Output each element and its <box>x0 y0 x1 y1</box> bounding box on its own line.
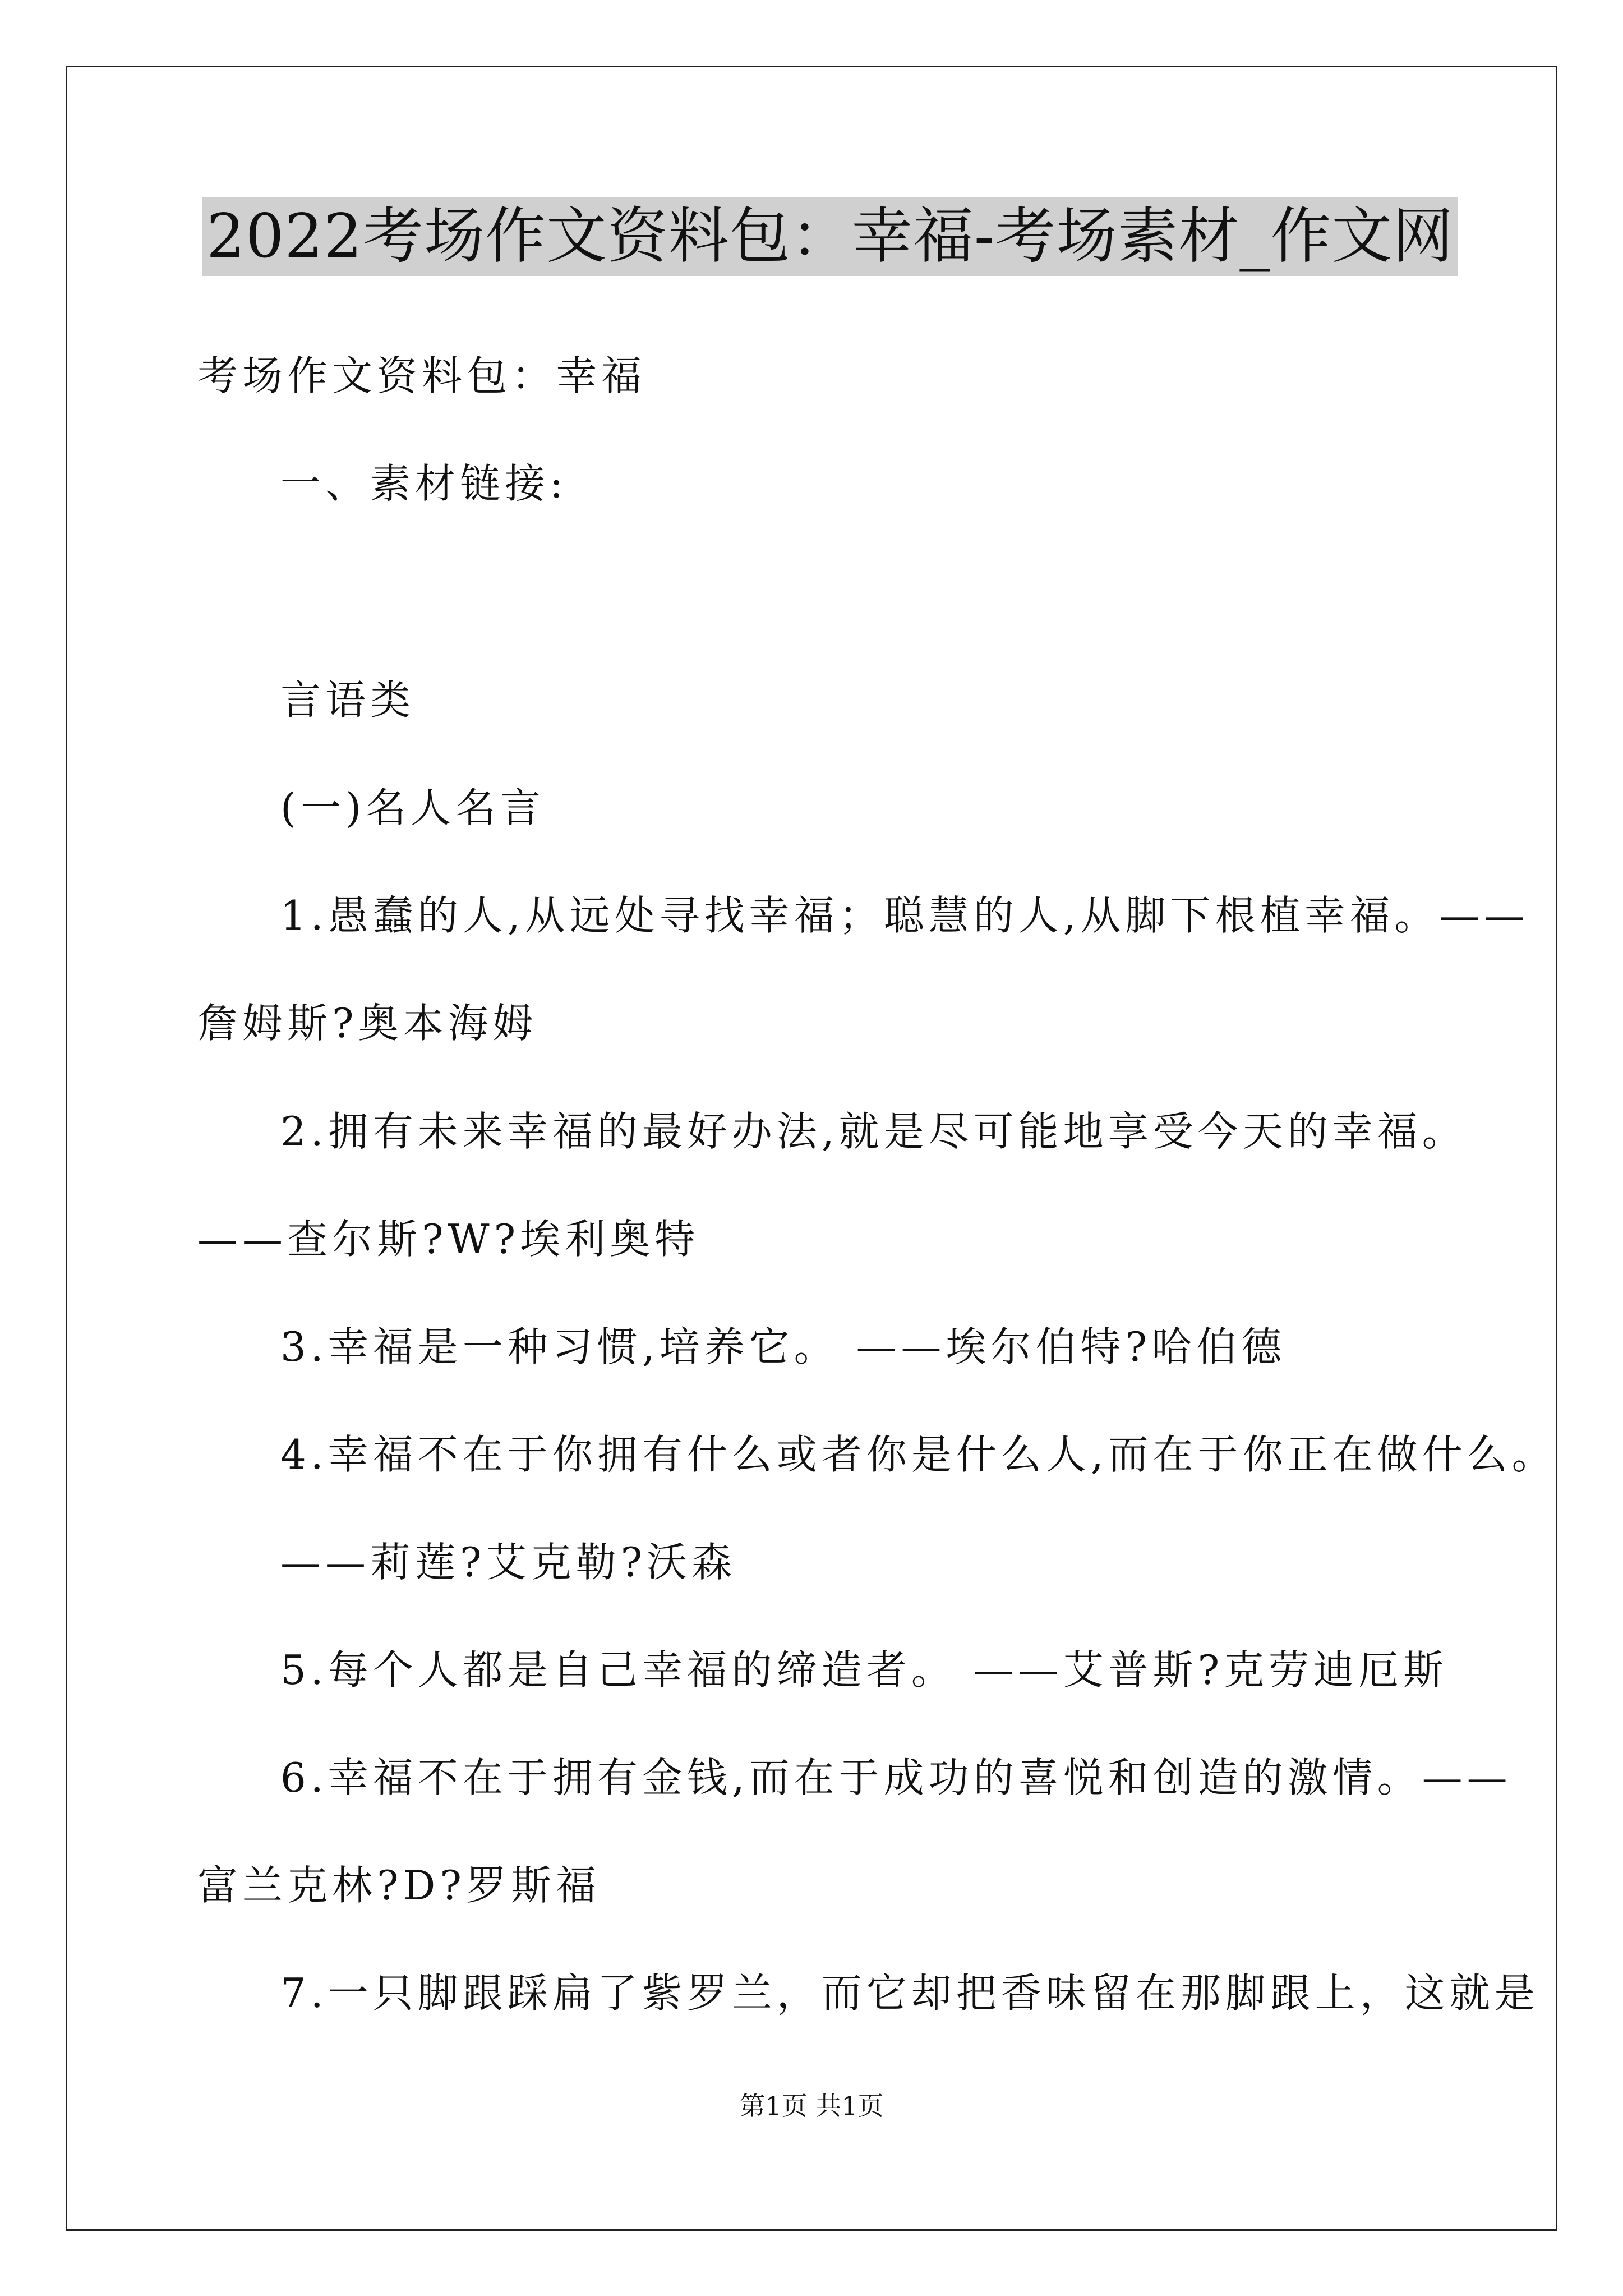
quote-line: 2.拥有未来幸福的最好办法,就是尽可能地享受今天的幸福。 <box>280 1108 1467 1155</box>
document-title: 2022考场作文资料包：幸福-考场素材_作文网 <box>202 197 1458 276</box>
quote-line: 3.幸福是一种习惯,培养它。 ——埃尔伯特?哈伯德 <box>280 1323 1287 1370</box>
quote-line: 詹姆斯?奥本海姆 <box>197 1000 538 1047</box>
quote-line: ——莉莲?艾克勒?沃森 <box>280 1539 737 1586</box>
quote-line: 5.每个人都是自己幸福的缔造者。 ——艾普斯?克劳迪厄斯 <box>280 1646 1449 1694</box>
quote-line: 7.一只脚跟踩扁了紫罗兰，而它却把香味留在那脚跟上，这就是 <box>280 1970 1539 2017</box>
quote-line: 富兰克林?D?罗斯福 <box>197 1862 601 1909</box>
subsection-heading: (一)名人名言 <box>280 784 546 831</box>
section-heading: 一、素材链接: <box>280 460 568 507</box>
quote-line: 4.幸福不在于你拥有什么或者你是什么人,而在于你正在做什么。 <box>280 1431 1557 1478</box>
quote-line: ——查尔斯?W?埃利奥特 <box>197 1216 700 1263</box>
quote-line: 1.愚蠢的人,从远处寻找幸福；聪慧的人,从脚下根植幸福。—— <box>280 892 1529 939</box>
subtitle-line: 考场作文资料包：幸福 <box>197 352 647 399</box>
quote-line: 6.幸福不在于拥有金钱,而在于成功的喜悦和创造的激情。—— <box>280 1754 1512 1801</box>
category-heading: 言语类 <box>280 677 416 724</box>
page-footer: 第1页 共1页 <box>739 2091 884 2121</box>
